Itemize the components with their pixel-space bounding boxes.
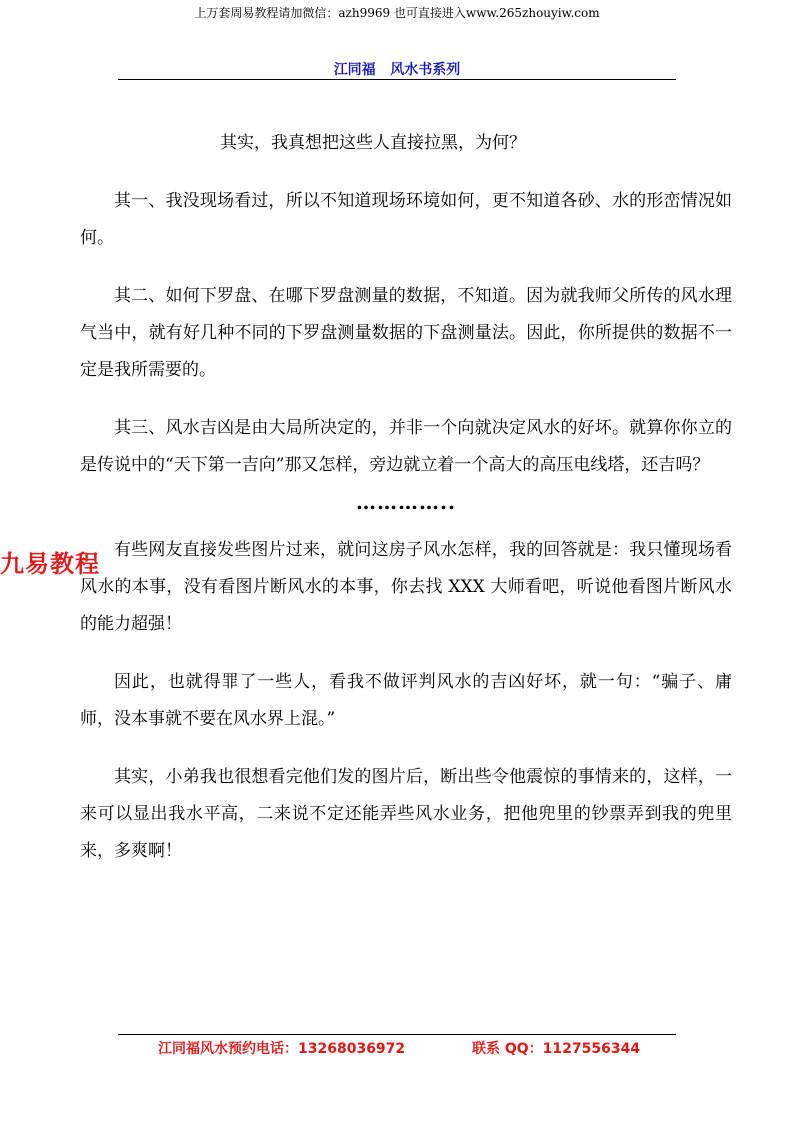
footer-qq: 联系 QQ：1127556344 — [472, 1041, 641, 1057]
watermark-logo: 九易教程 — [0, 550, 100, 578]
paragraph-intro: 其实，我真想把这些人直接拉黑，为何？ — [220, 133, 526, 153]
paragraph-reason-one: 其一、我没现场看过，所以不知道现场环境如何，更不知道各砂、水的形峦情况如何。 — [80, 191, 732, 248]
header-divider — [118, 79, 676, 80]
paragraph-photos: 有些网友直接发些图片过来，就问这房子风水怎样，我的回答就是：我只懂现场看风水的本事，没有看图片断风水的本事，你去找 XXX 大师看吧，听说他看图片断风水的能力超强！ — [80, 540, 732, 634]
document-body — [80, 125, 732, 870]
header-title: 江同福 风水书系列 — [333, 62, 461, 78]
top-notice: 上万套周易教程请加微信：azh9969 也可直接进入www.265zhouyiw.com — [194, 6, 600, 20]
paragraph-conclusion: 其实，小弟我也很想看完他们发的图片后，断出些令他震惊的事情来的，这样，一来可以显出我水平高，二来说不定还能弄些风水业务，把他兜里的钞票弄到我的兜里来，多爽啊！ — [80, 767, 732, 861]
footer-phone: 江同福风水预约电话：13268036972 — [158, 1041, 406, 1057]
paragraph-reason-three: 其三、风水吉凶是由大局所决定的，并非一个向就决定风水的好坏。就算你你立的是传说中的“天下第一吉向”那又怎样，旁边就立着一个高大的高压电线塔，还吉吗？ — [80, 418, 732, 475]
paragraph-reason-two: 其二、如何下罗盘、在哪下罗盘测量的数据，不知道。因为就我师父所传的风水理气当中，就有好几种不同的下罗盘测量数据的下盘测量法。因此，你所提供的数据不一定是我所需要的。 — [80, 286, 732, 380]
footer-divider — [118, 1034, 676, 1035]
paragraph-offended: 因此，也就得罪了一些人，看我不做评判风水的吉凶好坏，就一句：“骗子、庸师，没本事就不要在风水界上混。” — [80, 672, 732, 729]
section-separator: ………….. — [356, 490, 456, 514]
